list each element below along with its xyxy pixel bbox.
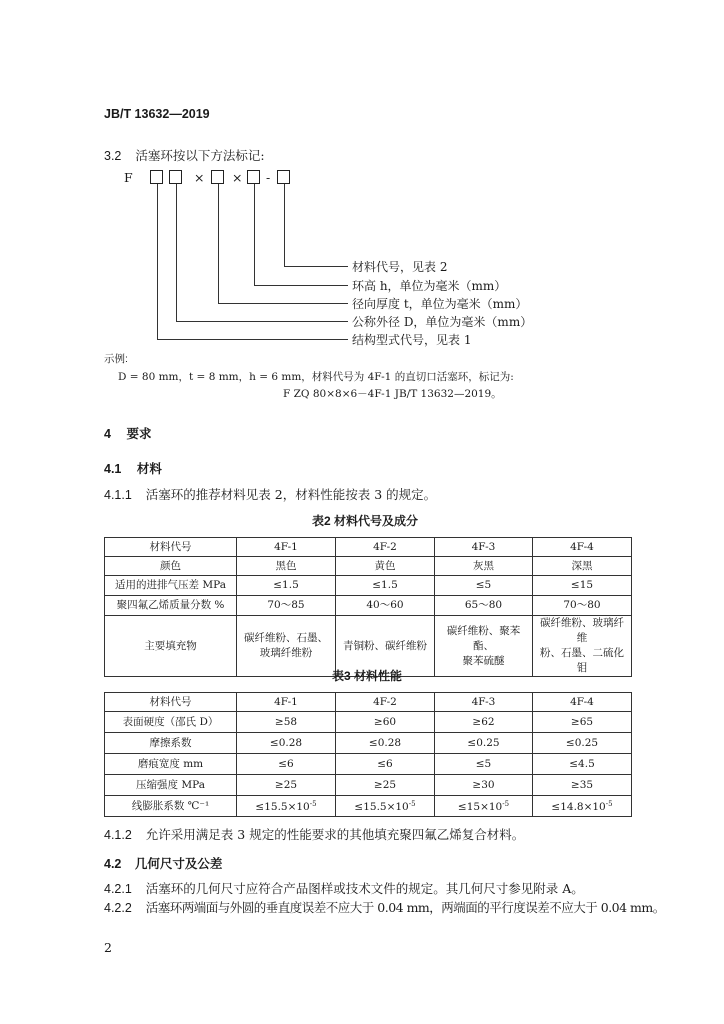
table-cell: 青铜粉、碳纤维粉 — [336, 616, 435, 677]
section-text: 活塞环按以下方法标记: — [135, 148, 265, 163]
section-4-2-1 — [104, 879, 584, 897]
leader-line — [157, 339, 348, 340]
header-cell: 4F-2 — [336, 538, 435, 557]
table-cell: ≥60 — [336, 712, 435, 733]
header-cell: 4F-1 — [237, 693, 336, 712]
table-cell: ≤0.28 — [336, 733, 435, 754]
table-cell — [237, 616, 336, 677]
cell-line: 玻璃纤维粉 — [259, 647, 313, 659]
table-header-row — [105, 693, 632, 712]
section-title: 材料 — [136, 462, 162, 476]
section-4-2-2 — [104, 898, 665, 916]
example-line-2: F ZQ 80×8×6－4F-1 JB/T 13632—2019。 — [283, 388, 502, 400]
leader-line — [157, 184, 158, 340]
table-row — [105, 557, 632, 576]
exponent: -5 — [309, 800, 317, 808]
cell-line: 聚苯硫醚 — [462, 654, 505, 667]
placeholder-box — [277, 170, 290, 184]
times-sign: × — [194, 170, 205, 185]
section-title: 要求 — [126, 427, 152, 441]
section-4-1-heading — [104, 459, 162, 477]
leader-line — [254, 285, 348, 286]
example-line-1: D = 80 mm，t = 8 mm，h = 6 mm，材料代号为 4F-1 的直切口活塞环，标记为: — [118, 371, 514, 383]
leader-line — [284, 184, 285, 267]
table-cell: 70～85 — [237, 596, 336, 616]
table-cell — [336, 796, 435, 817]
leader-line — [218, 303, 348, 304]
row-label: 适用的进排气压差 MPa — [105, 576, 237, 596]
table-cell: ≤5 — [435, 754, 533, 775]
row-label: 压缩强度 MPa — [105, 775, 237, 796]
exponent: -5 — [605, 800, 613, 808]
diagram-label: 材料代号，见表 2 — [352, 260, 448, 274]
table-row — [105, 596, 632, 616]
header-cell: 4F-3 — [435, 538, 533, 557]
header-cell: 4F-4 — [533, 538, 632, 557]
diagram-label: 公称外径 D，单位为毫米（mm） — [352, 315, 533, 329]
header-cell: 材料代号 — [105, 538, 237, 557]
table-cell: ≤0.25 — [533, 733, 632, 754]
section-number: 4 — [104, 427, 111, 441]
table-cell: ≤1.5 — [336, 576, 435, 596]
section-3-2 — [104, 146, 265, 164]
section-4-heading — [104, 424, 151, 442]
page-number: 2 — [104, 940, 112, 955]
table-cell: ≤0.25 — [435, 733, 533, 754]
section-number: 4.2.1 — [104, 882, 132, 896]
table-cell: 灰黑 — [435, 557, 533, 576]
table-2-caption: 表2 材料代号及成分 — [312, 514, 419, 528]
table-row — [105, 796, 632, 817]
row-label: 颜色 — [105, 557, 237, 576]
table-cell: ≤4.5 — [533, 754, 632, 775]
header-cell: 4F-3 — [435, 693, 533, 712]
times-sign: × — [232, 170, 243, 185]
diagram-label: 径向厚度 t，单位为毫米（mm） — [352, 297, 528, 311]
table-cell: 65～80 — [435, 596, 533, 616]
table-cell — [533, 616, 632, 677]
placeholder-box — [150, 170, 163, 184]
exponent: -5 — [408, 800, 416, 808]
table-2 — [104, 537, 632, 677]
header-cell: 材料代号 — [105, 693, 237, 712]
table-cell: ≤6 — [336, 754, 435, 775]
exponent: -5 — [502, 800, 510, 808]
cell-line: 碳纤维粉、聚苯酯、 — [446, 624, 521, 652]
section-text: 活塞环的推荐材料见表 2，材料性能按表 3 的规定。 — [145, 487, 437, 502]
table-cell — [237, 796, 336, 817]
row-label: 线膨胀系数 ℃⁻¹ — [105, 796, 237, 817]
leader-line — [176, 321, 348, 322]
table-cell: ≥62 — [435, 712, 533, 733]
cell-value: ≤15.5×10 — [354, 801, 409, 813]
table-row — [105, 775, 632, 796]
table-3 — [104, 692, 632, 817]
diagram-label: 环高 h，单位为毫米（mm） — [352, 279, 507, 293]
section-text: 活塞环两端面与外圆的垂直度误差不应大于 0.04 mm，两端面的平行度误差不应大于 0.04 mm。 — [145, 900, 665, 915]
table-cell: ≤6 — [237, 754, 336, 775]
section-text: 允许采用满足表 3 规定的性能要求的其他填充聚四氟乙烯复合材料。 — [145, 827, 525, 842]
table-cell: 70～80 — [533, 596, 632, 616]
standard-number-header: JB/T 13632—2019 — [104, 107, 210, 121]
table-row — [105, 712, 632, 733]
section-title: 几何尺寸及公差 — [134, 857, 223, 871]
row-label: 磨痕宽度 mm — [105, 754, 237, 775]
cell-line: 碳纤维粉、石墨、 — [244, 632, 328, 644]
table-cell: ≥58 — [237, 712, 336, 733]
row-label: 摩擦系数 — [105, 733, 237, 754]
cell-line: 碳纤维粉、玻璃纤维 — [540, 617, 624, 644]
table-3-caption: 表3 材料性能 — [332, 669, 403, 683]
row-label: 主要填充物 — [105, 616, 237, 677]
table-header-row — [105, 538, 632, 557]
section-number: 3.2 — [104, 149, 122, 163]
section-text: 活塞环的几何尺寸应符合产品图样或技术文件的规定。其几何尺寸参见附录 A。 — [145, 881, 584, 896]
placeholder-box — [211, 170, 224, 184]
table-cell: ≤15 — [533, 576, 632, 596]
section-number: 4.2 — [104, 857, 122, 871]
table-cell: 黄色 — [336, 557, 435, 576]
table-cell: ≤5 — [435, 576, 533, 596]
section-number: 4.2.2 — [104, 901, 132, 915]
section-number: 4.1.1 — [104, 488, 132, 502]
row-label: 聚四氟乙烯质量分数 % — [105, 596, 237, 616]
table-cell: ≤1.5 — [237, 576, 336, 596]
table-cell: ≤0.28 — [237, 733, 336, 754]
section-4-1-2 — [104, 825, 524, 843]
table-cell: 40～60 — [336, 596, 435, 616]
table-cell: 黑色 — [237, 557, 336, 576]
dash-sign: - — [266, 170, 271, 185]
table-cell: ≥30 — [435, 775, 533, 796]
table-cell — [533, 796, 632, 817]
header-cell: 4F-2 — [336, 693, 435, 712]
section-4-1-1 — [104, 485, 436, 503]
leader-line — [218, 184, 219, 304]
leader-line — [176, 184, 177, 322]
example-title: 示例: — [104, 353, 128, 365]
diagram-label: 结构型式代号，见表 1 — [352, 333, 472, 347]
cell-value: ≤14.8×10 — [551, 801, 606, 813]
table-cell: 深黑 — [533, 557, 632, 576]
section-4-2-heading — [104, 854, 222, 872]
table-cell — [435, 796, 533, 817]
placeholder-box — [247, 170, 260, 184]
placeholder-box — [169, 170, 182, 184]
cell-value: ≤15×10 — [457, 801, 503, 813]
table-cell: ≥65 — [533, 712, 632, 733]
cell-line: 粉、石墨、二硫化钼 — [540, 647, 624, 674]
table-row — [105, 576, 632, 596]
section-number: 4.1 — [104, 462, 122, 476]
table-row — [105, 733, 632, 754]
leader-line — [284, 266, 348, 267]
row-label: 表面硬度（邵氏 D） — [105, 712, 237, 733]
section-number: 4.1.2 — [104, 828, 132, 842]
header-cell: 4F-4 — [533, 693, 632, 712]
table-cell: ≥35 — [533, 775, 632, 796]
cell-value: ≤15.5×10 — [255, 801, 310, 813]
leader-line — [254, 184, 255, 286]
table-cell: ≥25 — [336, 775, 435, 796]
table-row — [105, 754, 632, 775]
diagram-prefix: F — [124, 170, 133, 185]
table-cell: ≥25 — [237, 775, 336, 796]
header-cell: 4F-1 — [237, 538, 336, 557]
table-cell — [435, 616, 533, 677]
